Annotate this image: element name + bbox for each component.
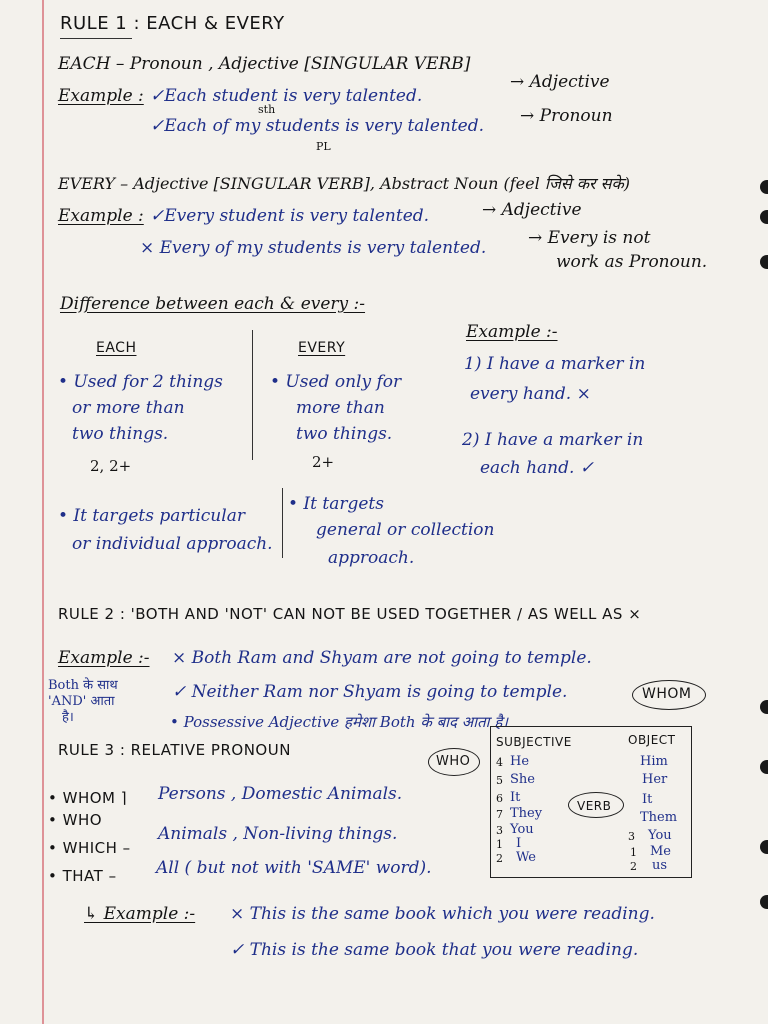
rule2-example-1: × Both Ram and Shyam are not going to temple.: [172, 648, 592, 668]
underline: [60, 38, 132, 39]
object-pronoun: You: [648, 828, 672, 843]
every-point-1-line1: • Used only for: [270, 372, 402, 392]
binder-hole: [760, 700, 768, 714]
difference-example-1b: every hand. ×: [470, 384, 591, 404]
rule2-side-note-2: 'AND' आता: [48, 694, 115, 709]
rule3-item-which-desc: Animals , Non-living things.: [158, 824, 398, 844]
binder-hole: [760, 180, 768, 194]
every-example-1-note: → Adjective: [482, 200, 582, 220]
object-pronoun: Me: [650, 844, 672, 859]
rule3-item-which: • WHICH –: [48, 839, 131, 857]
margin-line: [42, 0, 44, 1024]
rule3-example-2: ✓ This is the same book that you were reading.: [230, 940, 639, 960]
row-number: 6: [496, 792, 503, 805]
binder-hole: [760, 760, 768, 774]
binder-hole: [760, 840, 768, 854]
binder-hole: [760, 210, 768, 224]
object-pronoun: It: [642, 792, 653, 807]
each-point-1-value: 2, 2+: [90, 457, 132, 475]
difference-example-2b: each hand. ✓: [480, 458, 595, 478]
binder-hole: [760, 255, 768, 269]
rule3-item-whom-desc: Persons , Domestic Animals.: [158, 784, 403, 804]
each-definition: EACH – Pronoun , Adjective [SINGULAR VERB]: [58, 54, 471, 74]
superscript-sth: sth: [258, 103, 276, 116]
object-header: OBJECT: [628, 733, 676, 747]
binder-hole: [760, 895, 768, 909]
each-point-2-line1: • It targets particular: [58, 506, 245, 526]
difference-heading: Difference between each & every :-: [60, 294, 366, 314]
rule3-example-label: ↳ Example :-: [84, 904, 196, 924]
rule3-item-that: • THAT –: [48, 867, 117, 885]
every-example-2-note-2: work as Pronoun.: [556, 252, 708, 272]
every-example-2-note: → Every is not: [528, 228, 651, 248]
every-point-1-value: 2+: [312, 453, 335, 471]
row-number: 3: [628, 830, 635, 843]
whom-tag: WHOM: [642, 686, 692, 702]
every-column-header: EVERY: [298, 340, 346, 356]
subjective-pronoun: You: [510, 822, 534, 837]
rule2-example-2: ✓ Neither Ram nor Shyam is going to temple.: [172, 682, 568, 702]
each-point-2-line2: or individual approach.: [72, 534, 273, 554]
each-example-2: ✓Each of my students is very talented.: [150, 116, 485, 136]
verb-tag: VERB: [577, 799, 612, 813]
each-point-1-line1: • Used for 2 things: [58, 372, 223, 392]
difference-example-label: Example :-: [466, 322, 558, 342]
rule2-heading: RULE 2 : 'BOTH AND 'NOT' CAN NOT BE USED TOGETHER / AS WELL AS ×: [58, 605, 642, 623]
row-number: 1: [496, 838, 503, 851]
column-divider: [282, 488, 283, 558]
subscript-pl: PL: [316, 140, 331, 153]
example-label: Example :: [58, 86, 144, 106]
each-example-1: ✓Each student is very talented.: [150, 86, 423, 106]
each-example-1-note: → Adjective: [510, 72, 610, 92]
row-number: 2: [496, 852, 503, 865]
object-pronoun: Them: [640, 810, 678, 825]
column-divider: [252, 330, 253, 460]
each-column-header: EACH: [96, 340, 137, 356]
row-number: 1: [630, 846, 637, 859]
every-point-2-line3: approach.: [328, 548, 415, 568]
difference-example-2a: 2) I have a marker in: [462, 430, 644, 450]
row-number: 3: [496, 824, 503, 837]
subjective-pronoun: They: [510, 806, 543, 821]
row-number: 5: [496, 774, 503, 787]
rule3-item-that-desc: All ( but not with 'SAME' word).: [156, 858, 432, 878]
rule1-heading: RULE 1 : EACH & EVERY: [60, 13, 285, 34]
every-point-2-line1: • It targets: [288, 494, 384, 514]
rule2-example-3: • Possessive Adjective हमेशा Both के बाद आता है।: [170, 713, 508, 731]
subjective-pronoun: It: [510, 790, 521, 805]
rule3-example-1: × This is the same book which you were reading.: [230, 904, 655, 924]
who-tag: WHO: [436, 754, 471, 769]
every-example-2: × Every of my students is very talented.: [140, 238, 487, 258]
example-label: Example :: [58, 206, 144, 226]
subjective-pronoun: He: [510, 754, 530, 769]
difference-example-1a: 1) I have a marker in: [464, 354, 646, 374]
each-point-1-line3: two things.: [72, 424, 169, 444]
rule2-side-note-3: है।: [62, 710, 74, 725]
subjective-header: SUBJECTIVE: [496, 735, 572, 749]
every-definition: EVERY – Adjective [SINGULAR VERB], Abstract Noun (feel जिसे कर सके): [58, 174, 631, 193]
rule3-item-who: • WHO: [48, 811, 103, 829]
row-number: 4: [496, 756, 503, 769]
rule2-example-label: Example :-: [58, 648, 150, 668]
rule3-item-whom: • WHOM ⌉: [48, 789, 128, 807]
rule3-heading: RULE 3 : RELATIVE PRONOUN: [58, 741, 291, 759]
object-pronoun: us: [652, 858, 668, 873]
subjective-pronoun: I: [516, 836, 522, 851]
each-point-1-line2: or more than: [72, 398, 185, 418]
row-number: 7: [496, 808, 503, 821]
every-point-1-line3: two things.: [296, 424, 393, 444]
each-example-2-note: → Pronoun: [520, 106, 613, 126]
object-pronoun: Him: [640, 754, 668, 769]
subjective-pronoun: We: [516, 850, 536, 865]
every-example-1: ✓Every student is very talented.: [150, 206, 430, 226]
every-point-2-line2: general or collection: [316, 520, 495, 540]
object-pronoun: Her: [642, 772, 668, 787]
subjective-pronoun: She: [510, 772, 535, 787]
rule2-side-note-1: Both के साथ: [48, 678, 118, 693]
every-point-1-line2: more than: [296, 398, 385, 418]
row-number: 2: [630, 860, 637, 873]
